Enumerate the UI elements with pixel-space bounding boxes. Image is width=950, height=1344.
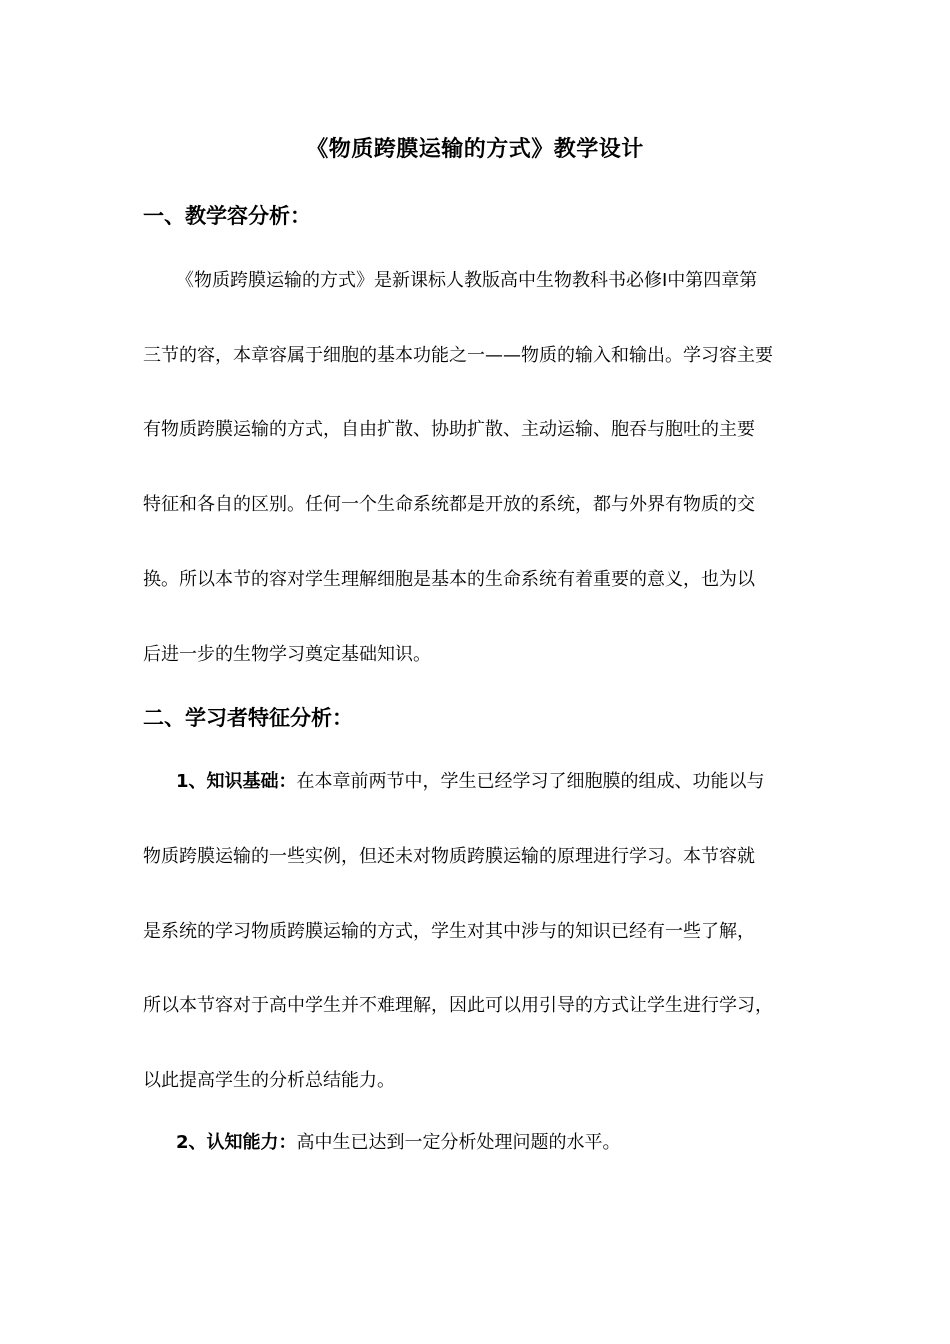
paragraph-line: 后进一步的生物学习奠定基础知识。 [143, 644, 431, 665]
cognitive-ability-label: 2、认知能力： [176, 1132, 297, 1153]
paragraph-line: 特征和各自的区别。任何一个生命系统都是开放的系统，都与外界有物质的交 [143, 494, 755, 515]
cognitive-ability-text: 高中生已达到一定分析处理问题的水平。 [296, 1132, 621, 1153]
paragraph-line: 三节的容，本章容属于细胞的基本功能之一——物质的输入和输出。学习容主要 [143, 345, 773, 366]
paragraph-line: 所以本节容对于高中学生并不难理解，因此可以用引导的方式让学生进行学习， [143, 995, 773, 1016]
knowledge-base-line [176, 768, 856, 796]
paragraph-line: 以此提高学生的分析总结能力。 [143, 1070, 395, 1091]
paragraph-line: 有物质跨膜运输的方式，自由扩散、协助扩散、主动运输、胞吞与胞吐的主要 [143, 419, 755, 440]
paragraph-line: 换。所以本节的容对学生理解细胞是基本的生命系统有着重要的意义，也为以 [143, 569, 755, 590]
paragraph-line: 是系统的学习物质跨膜运输的方式，学生对其中涉与的知识已经有一些了解， [143, 921, 755, 942]
paragraph-line: 《物质跨膜运输的方式》是新课标人教版高中生物教科书必修Ⅰ中第四章第 [176, 270, 758, 291]
knowledge-base-label: 1、知识基础： [176, 771, 297, 792]
section-heading-learner-analysis: 二、学习者特征分析： [143, 706, 353, 730]
cognitive-ability-line [176, 1129, 856, 1157]
paragraph-line: 物质跨膜运输的一些实例，但还未对物质跨膜运输的原理进行学习。本节容就 [143, 846, 755, 867]
knowledge-base-text: 在本章前两节中，学生已经学习了细胞膜的组成、功能以与 [296, 771, 765, 792]
section-heading-content-analysis: 一、教学容分析： [143, 204, 311, 228]
document-title: 《物质跨膜运输的方式》教学设计 [306, 137, 644, 162]
